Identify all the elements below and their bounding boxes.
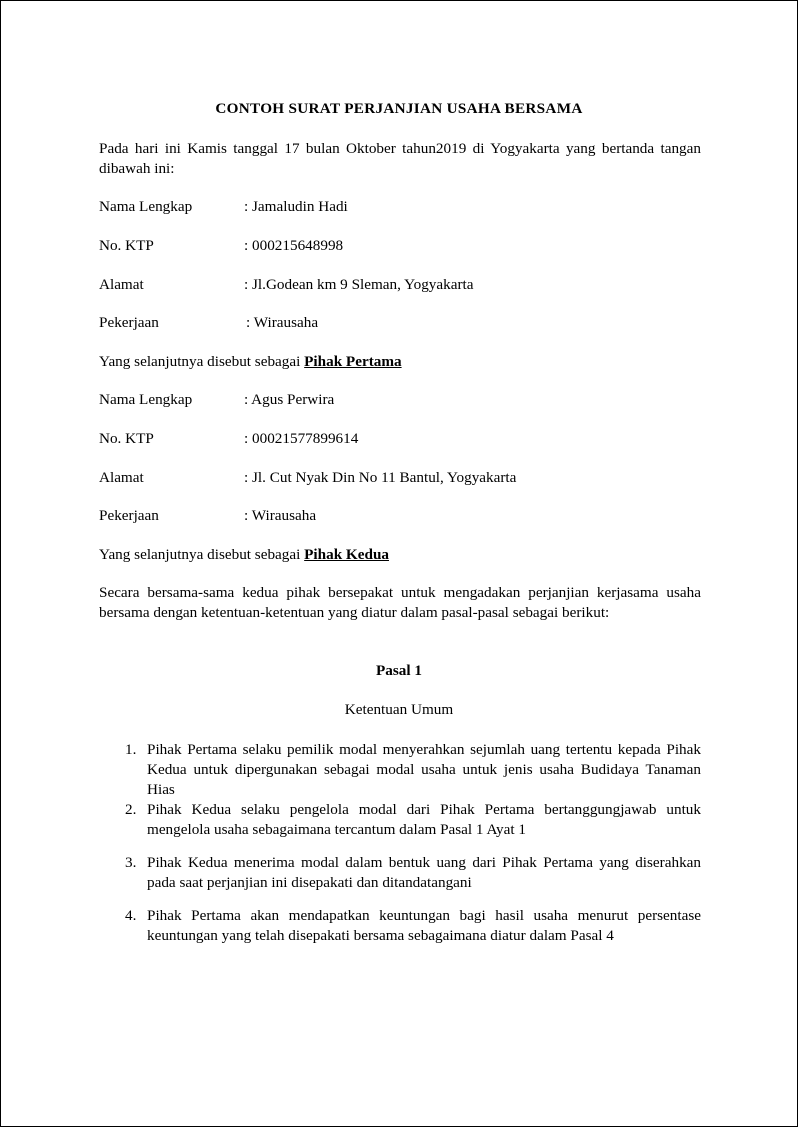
list-item: Pihak Pertama selaku pemilik modal menyerahkan sejumlah uang tertentu kepada Pihak Kedua untuk dipergunakan sebagai modal usaha untuk jenis usaha Budidaya Tanaman Hias [147,741,701,798]
list-item-number: 1. [125,741,137,758]
list-item: Pihak Kedua menerima modal dalam bentuk uang dari Pihak Pertama yang diserahkan pada saat perjanjian ini disepakati dan ditandatangani [147,854,701,891]
intro-paragraph: Pada hari ini Kamis tanggal 17 bulan Oktober tahun2019 di Yogyakarta yang bertanda tangan dibawah ini: [99,140,701,177]
party1-designation-prefix: Yang selanjutnya disebut sebagai [99,353,305,370]
party2-job-value: : Wirausaha [244,507,317,524]
party2-designation-prefix: Yang selanjutnya disebut sebagai [99,546,305,563]
party1-name-label: Nama Lengkap [99,198,193,215]
party2-job-label: Pekerjaan [99,507,159,524]
agreement-paragraph: Secara bersama-sama kedua pihak bersepakat untuk mengadakan perjanjian kerjasama usaha bersama dengan ketentuan-ketentuan yang diatur dalam pasal-pasal sebagai berikut: [99,584,701,621]
party2-designation-name: Pihak Kedua [304,546,389,563]
pasal-heading: Pasal 1 [376,662,422,679]
party1-address-label: Alamat [99,276,144,293]
party2-address-label: Alamat [99,469,144,486]
party1-name-value: : Jamaludin Hadi [244,198,348,215]
list-item-number: 3. [125,854,137,871]
document-title: CONTOH SURAT PERJANJIAN USAHA BERSAMA [215,100,583,117]
party2-name-label: Nama Lengkap [99,391,193,408]
party1-ktp-label: No. KTP [99,237,154,254]
party2-address-value: : Jl. Cut Nyak Din No 11 Bantul, Yogyakarta [244,469,517,486]
party2-ktp-label: No. KTP [99,430,154,447]
party1-ktp-value: : 000215648998 [244,237,344,254]
list-item: Pihak Pertama akan mendapatkan keuntungan bagi hasil usaha menurut persentase keuntungan yang telah disepakati bersama sebagaimana diatur dalam Pasal 4 [147,907,701,944]
party1-designation-name: Pihak Pertama [304,353,402,370]
party1-job-label: Pekerjaan [99,314,159,331]
pasal-subheading: Ketentuan Umum [344,701,454,718]
party1-job-value: : Wirausaha [246,314,319,331]
party2-ktp-value: : 00021577899614 [244,430,359,447]
party1-address-value: : Jl.Godean km 9 Sleman, Yogyakarta [244,276,474,293]
list-item-number: 4. [125,907,137,924]
party1-designation [99,353,402,371]
party2-designation [99,546,389,564]
party2-name-value: : Agus Perwira [244,391,335,408]
list-item: Pihak Kedua selaku pengelola modal dari Pihak Pertama bertanggungjawab untuk mengelola usaha sebagaimana tercantum dalam Pasal 1 Ayat 1 [147,801,701,838]
list-item-number: 2. [125,801,137,818]
